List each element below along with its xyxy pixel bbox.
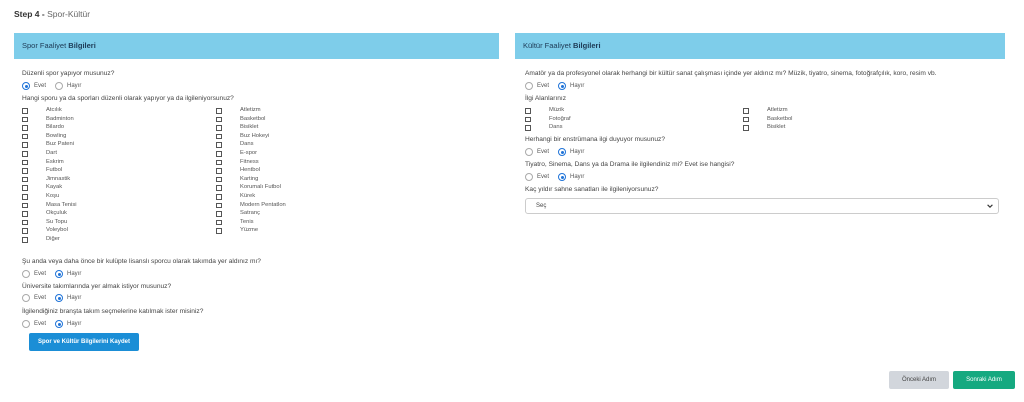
regular-sport-question: Düzenli spor yapıyor musunuz?: [22, 70, 115, 77]
tryouts-question: İlgilendiğiniz branşta takım seçmelerine katılmak ister misiniz?: [22, 308, 204, 315]
sport-checkbox[interactable]: [22, 220, 28, 226]
sport-checkbox[interactable]: [216, 185, 222, 191]
sport-checkbox[interactable]: [22, 211, 28, 217]
regular-sport-yes-radio[interactable]: [22, 82, 30, 90]
interest-checkbox[interactable]: [743, 125, 749, 131]
sport-checkbox[interactable]: [22, 125, 28, 131]
interest-checkbox-item[interactable]: [743, 107, 788, 114]
theater-no-label: Hayır: [570, 174, 585, 180]
sport-checkbox[interactable]: [22, 134, 28, 140]
arts-involvement-no-label: Hayır: [570, 83, 585, 89]
sport-checkbox-item[interactable]: [22, 107, 62, 114]
sport-checkbox[interactable]: [216, 151, 222, 157]
licensed-athlete-yes-radio[interactable]: [22, 270, 30, 278]
step-name: Spor-Kültür: [44, 9, 91, 19]
interest-checkbox-item[interactable]: [525, 124, 563, 131]
sport-checkbox-item[interactable]: [216, 141, 254, 148]
instrument-question: Herhangi bir enstrümana ilgi duyuyor musunuz?: [525, 136, 666, 143]
sport-panel-title-bold: Bilgileri: [68, 41, 96, 50]
sport-checkbox-label: Bowling: [46, 132, 67, 139]
sport-checkbox[interactable]: [216, 211, 222, 217]
sport-checkbox[interactable]: [216, 160, 222, 166]
sport-checkbox-label: Fitness: [240, 158, 259, 165]
theater-yes-radio[interactable]: [525, 173, 533, 181]
sport-checkbox-label: Satranç: [240, 210, 260, 217]
arts-involvement-question: Amatör ya da profesyonel olarak herhangi bir kültür sanat çalışması içinde yer aldınız mı? Müzik, tiyatro, sinema, fotoğrafçılık, koro, resim vb.: [525, 70, 937, 77]
sport-checkbox[interactable]: [216, 177, 222, 183]
regular-sport-radio-group: [22, 82, 90, 90]
culture-panel-header: [515, 33, 1005, 59]
sport-checkbox-item[interactable]: [22, 210, 67, 217]
sport-checkbox-item[interactable]: [216, 124, 259, 131]
sport-checkbox-item[interactable]: [216, 218, 254, 226]
sport-checkbox-item[interactable]: [22, 167, 63, 174]
sport-checkbox-item[interactable]: [22, 184, 63, 191]
sport-checkbox-item[interactable]: [22, 175, 71, 183]
instrument-no-label: Hayır: [570, 149, 585, 155]
university-team-question: Üniversite takımlarında yer almak istiyor musunuz?: [22, 283, 172, 290]
sport-checkbox-item[interactable]: [22, 115, 74, 123]
interest-checkbox-item[interactable]: [525, 107, 565, 114]
sport-checkbox-label: Diğer: [46, 236, 60, 242]
sport-checkbox-label: E-spor: [240, 150, 258, 156]
interest-checkbox[interactable]: [525, 125, 531, 131]
arts-involvement-yes-label: Evet: [537, 83, 550, 89]
next-step-button[interactable]: Sonraki Adım: [953, 371, 1015, 389]
tryouts-yes-radio[interactable]: [22, 320, 30, 328]
sport-checkbox-label: Bilardo: [46, 124, 65, 131]
sport-checkbox[interactable]: [216, 168, 222, 174]
sport-checkbox-item[interactable]: [216, 107, 261, 114]
arts-involvement-yes-radio[interactable]: [525, 82, 533, 90]
interest-checkbox[interactable]: [525, 117, 531, 123]
sport-checkbox[interactable]: [216, 125, 222, 131]
sport-checkbox-label: Atcılık: [46, 107, 62, 113]
sport-checkbox[interactable]: [22, 203, 28, 209]
sport-checkbox[interactable]: [216, 142, 222, 148]
university-team-radio-group: [22, 294, 90, 302]
interest-checkbox-item[interactable]: [743, 115, 793, 123]
sport-panel-header: [14, 33, 499, 59]
sport-checkbox-item[interactable]: [216, 201, 286, 209]
arts-involvement-no-radio[interactable]: [558, 82, 566, 90]
sport-checkbox[interactable]: [216, 134, 222, 140]
sport-checkbox-item[interactable]: [216, 210, 260, 217]
save-sport-culture-button[interactable]: Spor ve Kültür Bilgilerini Kaydet: [29, 333, 139, 351]
sport-checkbox-label: Korumalı Futbol: [240, 184, 281, 191]
sport-checkbox[interactable]: [22, 237, 28, 243]
interest-checkbox-label: Fotoğraf: [549, 115, 571, 122]
licensed-athlete-question: Şu anda veya daha önce bir kulüpte lisanslı sporcu olarak takımda yer aldınız mı?: [22, 258, 261, 265]
interest-checkbox-label: Atletizm: [767, 107, 788, 113]
sport-checkbox-item[interactable]: [22, 227, 68, 234]
sport-checkbox-label: Su Topu: [46, 218, 68, 225]
sport-panel: [14, 33, 499, 59]
sport-checkbox-label: Hentbol: [240, 167, 260, 174]
sport-checkbox-label: Modern Pentatlon: [240, 201, 286, 208]
chevron-down-icon: [986, 202, 994, 210]
arts-involvement-radio-group: [525, 82, 593, 90]
sport-checkbox[interactable]: [22, 117, 28, 123]
sport-checkbox[interactable]: [216, 194, 222, 200]
sport-checkbox-item[interactable]: [216, 175, 259, 183]
sport-checkbox-label: Eskrim: [46, 158, 64, 165]
sport-checkbox[interactable]: [216, 220, 222, 226]
sport-checkbox[interactable]: [22, 177, 28, 183]
sport-checkbox-label: Buz Hokeyi: [240, 132, 270, 139]
licensed-athlete-no-radio[interactable]: [55, 270, 63, 278]
sport-checkbox-label: Jimnastik: [46, 175, 71, 182]
sport-checkbox[interactable]: [216, 228, 222, 234]
sport-checkbox-label: Kürek: [240, 193, 256, 199]
page-title: [14, 9, 90, 19]
licensed-athlete-no-label: Hayır: [67, 271, 82, 277]
sport-checkbox-label: Badminton: [46, 115, 74, 122]
sport-checkbox[interactable]: [22, 168, 28, 174]
theater-no-radio[interactable]: [558, 173, 566, 181]
sport-checkbox-item[interactable]: [22, 141, 75, 148]
interest-checkbox-item[interactable]: [743, 124, 786, 131]
sport-checkbox[interactable]: [22, 108, 28, 114]
sport-checkbox-label: Okçuluk: [46, 210, 67, 217]
instrument-yes-radio[interactable]: [525, 148, 533, 156]
sport-checkbox-item[interactable]: [22, 150, 57, 157]
sport-checkbox-item[interactable]: [22, 124, 65, 131]
stage-years-question: Kaç yıldır sahne sanatları ile ilgileniyorsunuz?: [525, 186, 659, 193]
interest-checkbox-label: Dans: [549, 124, 563, 131]
sport-checkbox-label: Yüzme: [240, 227, 259, 234]
theater-radio-group: [525, 173, 593, 181]
sport-checkbox-label: Karting: [240, 175, 259, 182]
sport-checkbox-label: Basketbol: [240, 115, 266, 122]
sport-checkbox-item[interactable]: [216, 158, 259, 166]
sport-checkbox-label: Buz Pateni: [46, 141, 75, 148]
interest-checkbox[interactable]: [525, 108, 531, 114]
regular-sport-no-radio[interactable]: [55, 82, 63, 90]
instrument-radio-group: [525, 148, 593, 156]
licensed-athlete-radio-group: [22, 270, 90, 278]
regular-sport-yes-label: Evet: [34, 83, 47, 89]
stage-years-select-value: Seç: [536, 203, 547, 209]
sport-checkbox[interactable]: [22, 151, 28, 157]
sport-checkbox-item[interactable]: [22, 218, 68, 226]
sport-checkbox-label: Bisiklet: [240, 124, 259, 131]
sport-checkbox-item[interactable]: [216, 150, 258, 157]
regular-sport-no-label: Hayır: [67, 83, 82, 89]
sport-checkbox[interactable]: [22, 160, 28, 166]
instrument-yes-label: Evet: [537, 149, 550, 155]
interest-checkbox[interactable]: [743, 117, 749, 123]
sport-checkbox[interactable]: [22, 185, 28, 191]
interest-checkbox-label: Bisiklet: [767, 124, 786, 131]
sports-question: Hangi sporu ya da sporları düzenli olarak yapıyor ya da ilgileniyorsunuz?: [22, 95, 234, 102]
sport-checkbox[interactable]: [22, 194, 28, 200]
culture-panel-title-light: Kültür Faaliyet: [523, 41, 574, 50]
tryouts-no-radio[interactable]: [55, 320, 63, 328]
university-team-no-radio[interactable]: [55, 294, 63, 302]
culture-panel-title-bold: Bilgileri: [573, 41, 601, 50]
university-team-yes-radio[interactable]: [22, 294, 30, 302]
sport-checkbox-item[interactable]: [216, 167, 260, 174]
sport-checkbox[interactable]: [22, 228, 28, 234]
theater-question: Tiyatro, Sinema, Dans ya da Drama ile ilgilendiniz mi? Evet ise hangisi?: [525, 161, 735, 168]
sport-checkbox-item[interactable]: [22, 236, 60, 243]
tryouts-no-label: Hayır: [67, 321, 82, 327]
licensed-athlete-yes-label: Evet: [34, 271, 47, 277]
sport-checkbox-label: Masa Tenisi: [46, 201, 77, 208]
sport-checkbox-item[interactable]: [216, 132, 270, 140]
sport-checkbox-item[interactable]: [22, 158, 64, 166]
sport-checkbox-item[interactable]: [22, 193, 60, 200]
sport-checkbox-label: Dart: [46, 150, 57, 156]
sport-checkbox-item[interactable]: [216, 184, 281, 191]
university-team-no-label: Hayır: [67, 295, 82, 301]
interest-checkbox-item[interactable]: [525, 115, 571, 123]
sport-checkbox-label: Voleybol: [46, 227, 68, 234]
theater-yes-label: Evet: [537, 174, 550, 180]
sport-checkbox-item[interactable]: [216, 115, 266, 123]
culture-panel: [515, 33, 1005, 59]
stage-years-select[interactable]: [525, 198, 999, 214]
sport-checkbox-label: Atletizm: [240, 107, 261, 113]
sport-checkbox[interactable]: [216, 203, 222, 209]
interest-checkbox-label: Müzik: [549, 107, 565, 113]
sport-checkbox-item[interactable]: [22, 132, 67, 140]
sport-panel-title-light: Spor Faaliyet: [22, 41, 69, 50]
sport-checkbox-label: Futbol: [46, 167, 63, 174]
sport-checkbox-item[interactable]: [216, 227, 259, 234]
sport-checkbox[interactable]: [22, 142, 28, 148]
interests-label: İlgi Alanlarınız: [525, 95, 567, 102]
sport-checkbox-label: Kayak: [46, 184, 63, 191]
interest-checkbox[interactable]: [743, 108, 749, 114]
sport-checkbox-label: Tenis: [240, 218, 254, 225]
tryouts-radio-group: [22, 320, 90, 328]
sport-checkbox-label: Dans: [240, 141, 254, 148]
sport-checkbox-label: Koşu: [46, 193, 60, 199]
tryouts-yes-label: Evet: [34, 321, 47, 327]
interest-checkbox-label: Basketbol: [767, 115, 793, 122]
sport-checkbox-item[interactable]: [216, 193, 256, 200]
sport-checkbox[interactable]: [216, 117, 222, 123]
instrument-no-radio[interactable]: [558, 148, 566, 156]
previous-step-button[interactable]: Önceki Adım: [889, 371, 949, 389]
step-number: Step 4 -: [14, 9, 45, 19]
sport-checkbox[interactable]: [216, 108, 222, 114]
university-team-yes-label: Evet: [34, 295, 47, 301]
sport-checkbox-item[interactable]: [22, 201, 77, 209]
